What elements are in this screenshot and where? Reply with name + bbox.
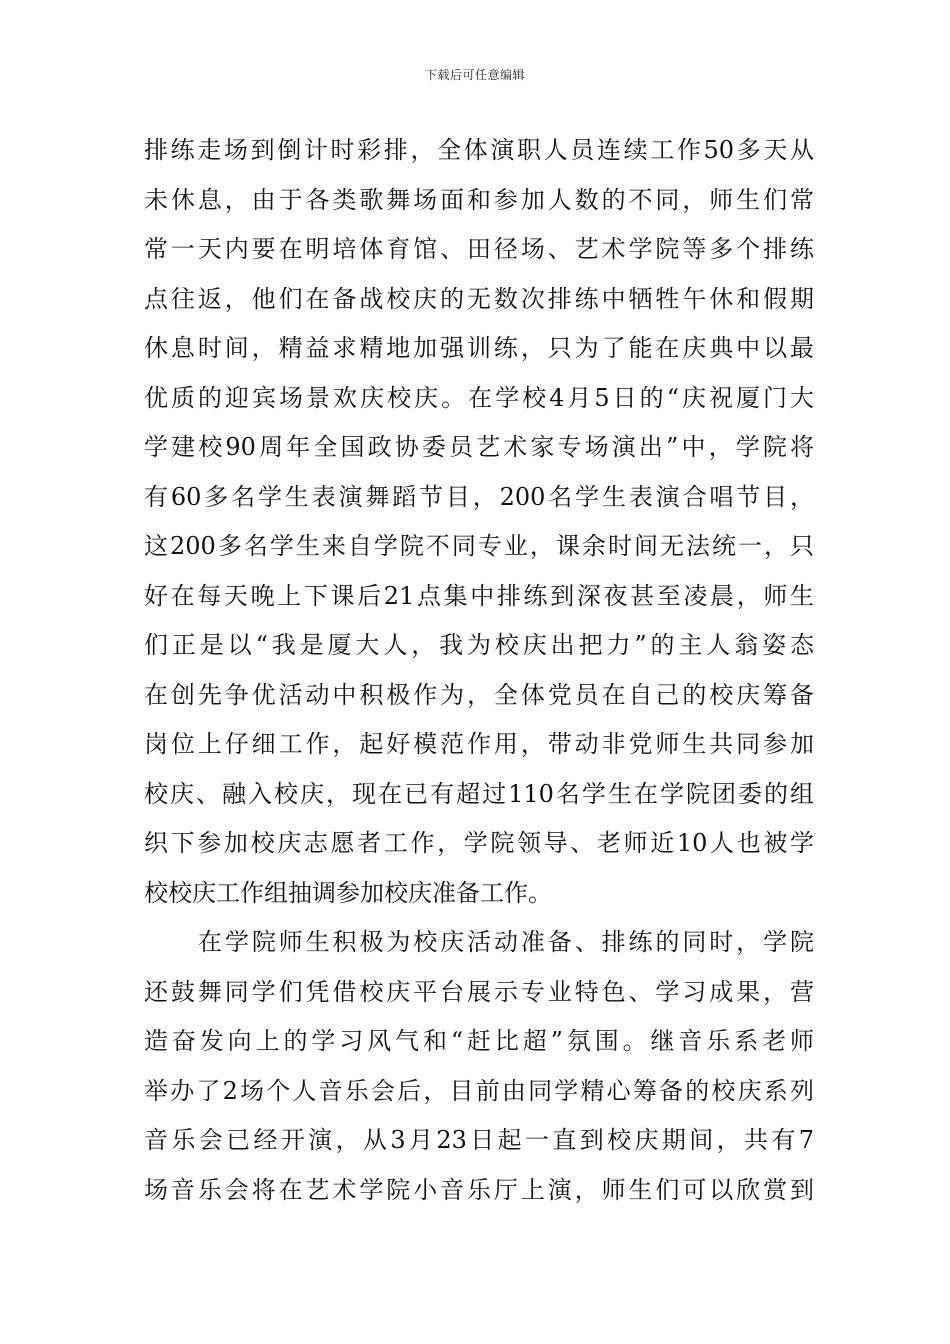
- text-line: 们正是以“我是厦大人，我为校庆出把力”的主人翁姿态: [144, 631, 814, 659]
- page-header: 下载后可任意编辑: [424, 68, 525, 82]
- text-line: 这200多名学生来自学院不同专业，课余时间无法统一，只: [144, 532, 814, 560]
- text-line: 校庆、融入校庆，现在已有超过110名学生在学院团委的组: [144, 779, 814, 808]
- text-line: 学建校90周年全国政协委员艺术家专场演出”中，学院将: [144, 433, 814, 461]
- text-line: 优质的迎宾场景欢庆校庆。在学校4月5日的“庆祝厦门大: [144, 383, 814, 412]
- text-line: 未休息，由于各类歌舞场面和参加人数的不同，师生们常: [144, 185, 814, 214]
- text-line: 造奋发向上的学习风气和“赶比超”氛围。继音乐系老师: [144, 1027, 814, 1055]
- text-line: 还鼓舞同学们凭借校庆平台展示专业特色、学习成果，营: [144, 977, 814, 1006]
- text-line: 排练走场到倒计时彩排，全体演职人员连续工作50多天从: [144, 136, 814, 164]
- paragraph: [144, 918, 814, 1215]
- text-line: 在学院师生积极为校庆活动准备、排练的同时，学院: [198, 928, 814, 956]
- paragraph: [144, 126, 814, 918]
- text-line: 岗位上仔细工作，起好模范作用，带动非党师生共同参加: [144, 730, 814, 758]
- text-line: 音乐会已经开演，从3月23日起一直到校庆期间，共有7: [144, 1126, 814, 1154]
- text-line: 常一天内要在明培体育馆、田径场、艺术学院等多个排练: [144, 235, 814, 263]
- text-line: 举办了2场个人音乐会后，目前由同学精心筹备的校庆系列: [144, 1076, 814, 1105]
- text-line: 校校庆工作组抽调参加校庆准备工作。: [144, 878, 552, 907]
- text-line: 织下参加校庆志愿者工作，学院领导、老师近10人也被学: [144, 829, 814, 857]
- text-line: 场音乐会将在艺术学院小音乐厅上演，师生们可以欣赏到: [144, 1175, 814, 1204]
- text-line: 好在每天晚上下课后21点集中排练到深夜甚至凌晨，师生: [144, 581, 814, 610]
- document-body: [144, 126, 814, 1215]
- text-line: 在创先争优活动中积极作为，全体党员在自己的校庆筹备: [144, 680, 814, 709]
- text-line: 点往返，他们在备战校庆的无数次排练中牺牲午休和假期: [144, 284, 814, 313]
- text-line: 休息时间，精益求精地加强训练，只为了能在庆典中以最: [144, 334, 814, 362]
- text-line: 有60多名学生表演舞蹈节目，200名学生表演合唱节目，: [144, 482, 814, 511]
